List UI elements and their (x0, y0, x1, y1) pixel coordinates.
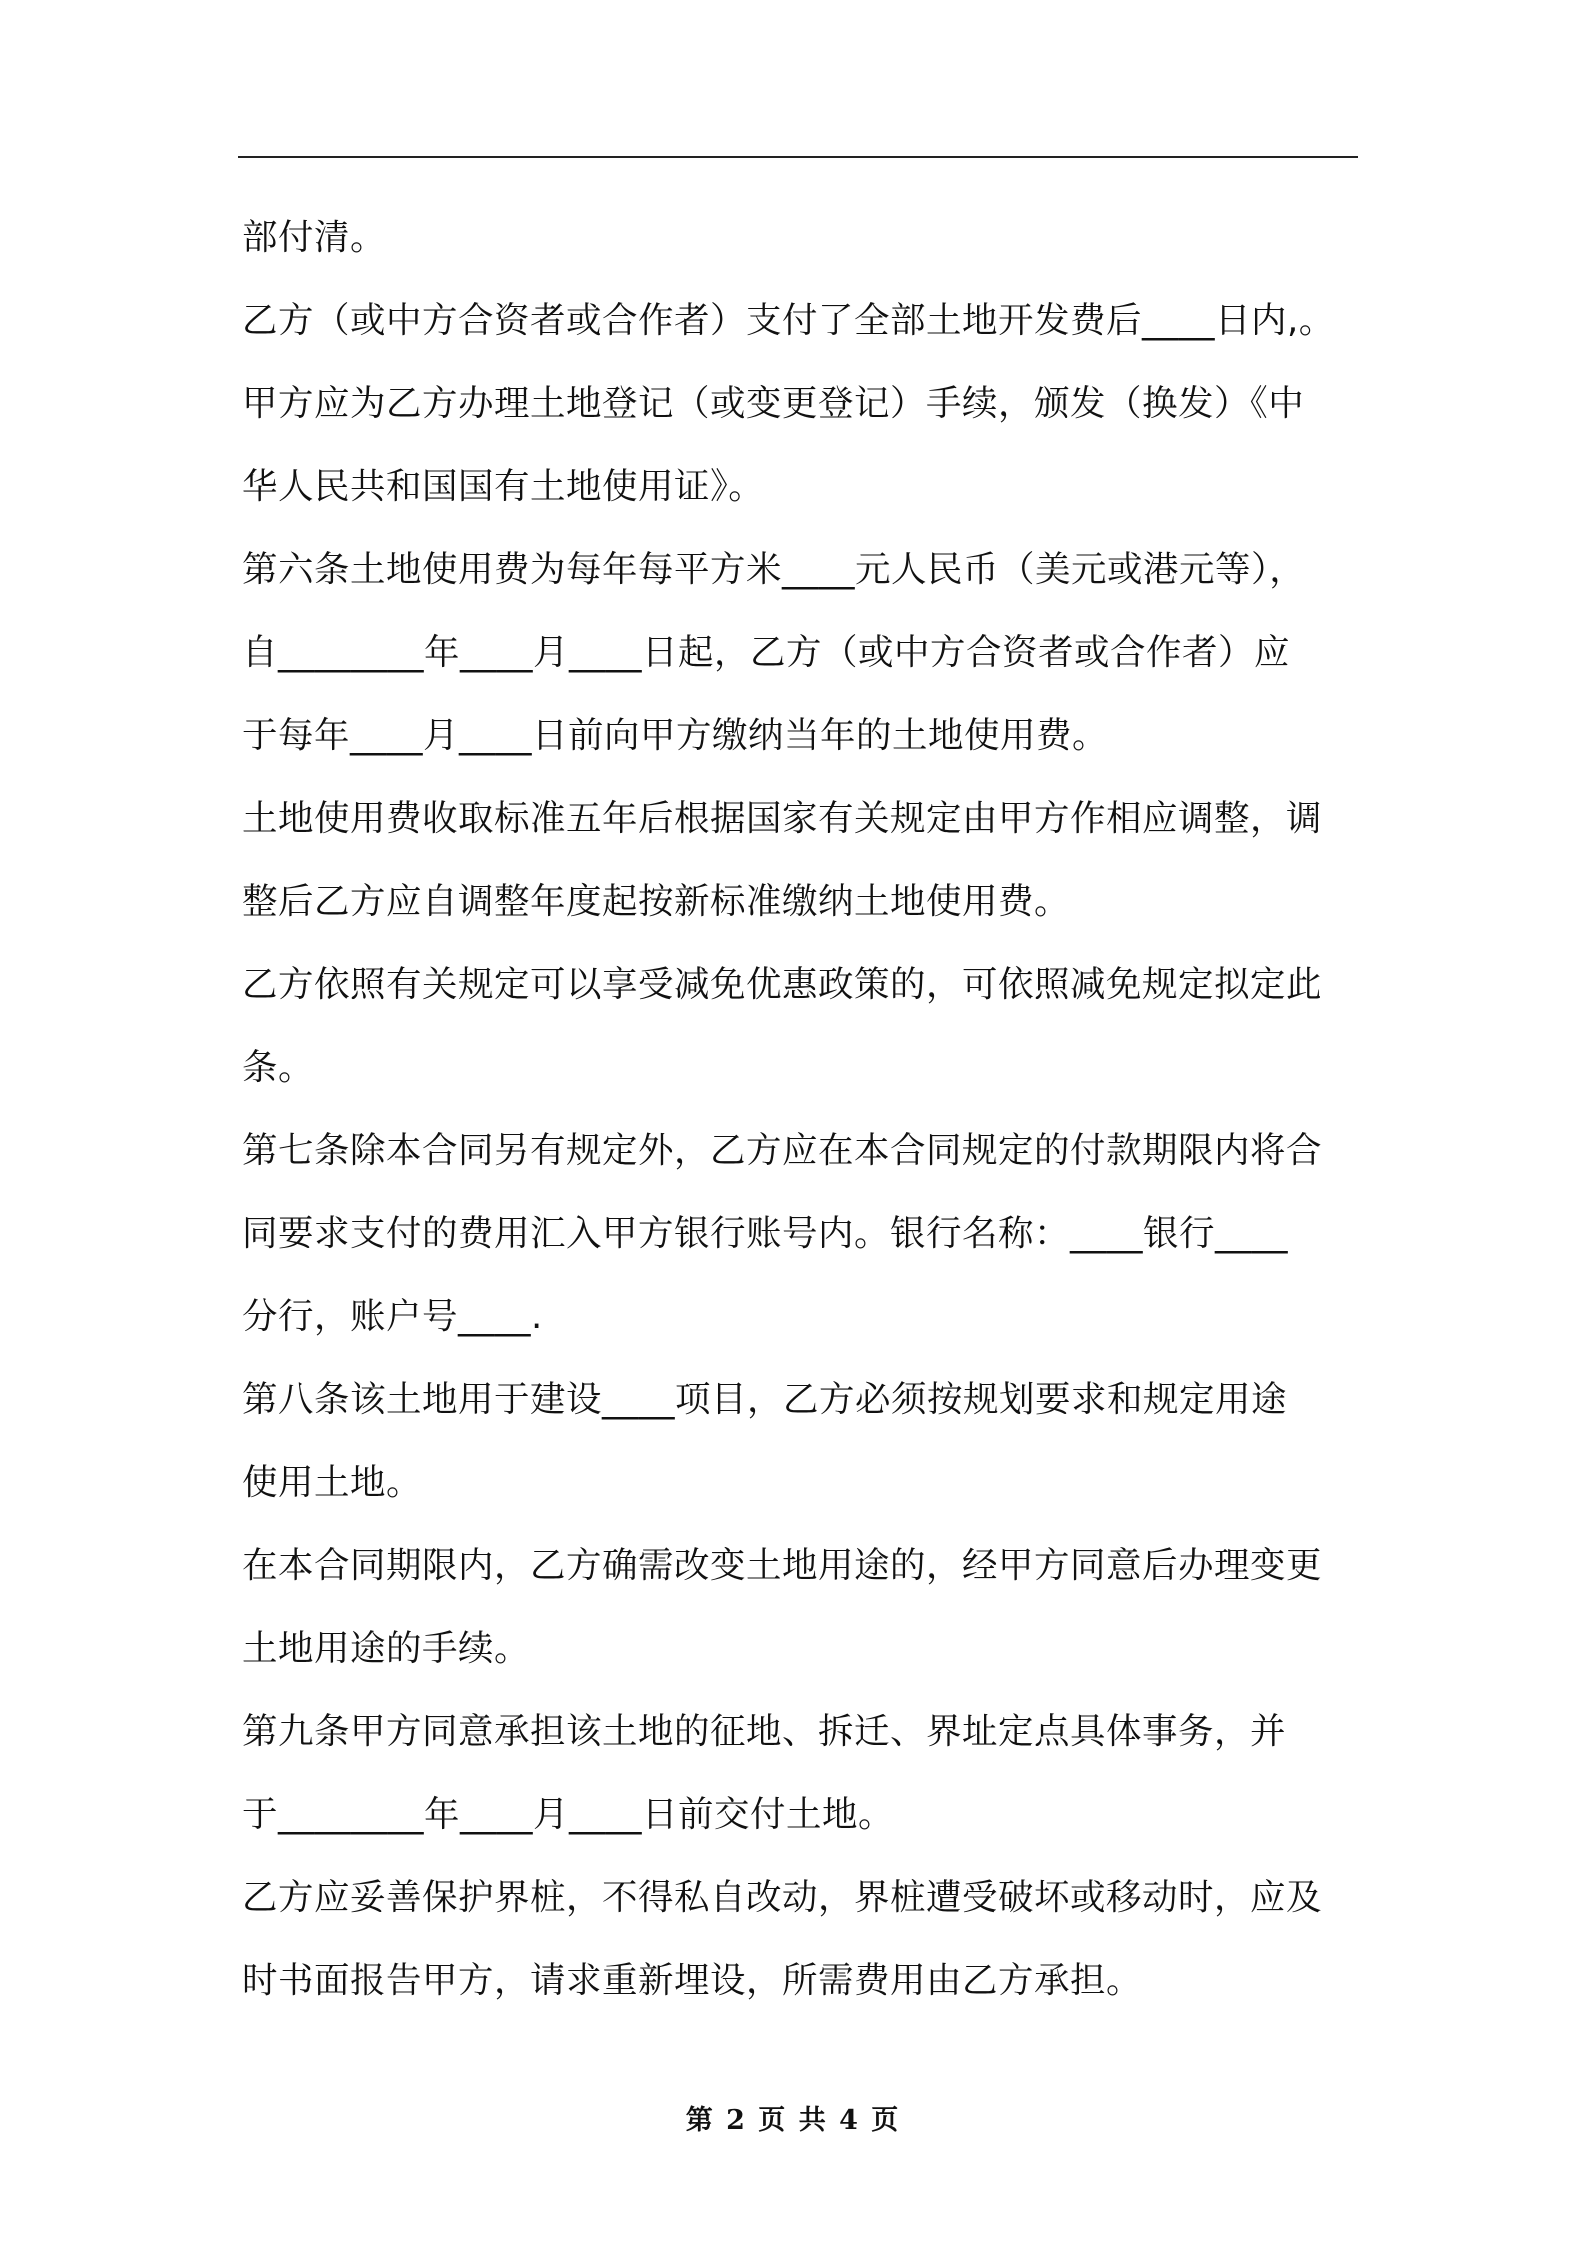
text-line: 华人民共和国国有土地使用证》。 (242, 466, 765, 507)
text-line: 乙方依照有关规定可以享受减免优惠政策的，可依照减免规定拟定此 (242, 964, 1323, 1005)
text-line: 第八条该土地用于建设____项目，乙方必须按规划要求和规定用途 (242, 1379, 1288, 1420)
text-line: 第七条除本合同另有规定外，乙方应在本合同规定的付款期限内将合 (242, 1130, 1323, 1171)
text-line: 分行，账户号____. (242, 1296, 543, 1337)
text-line: 第九条甲方同意承担该土地的征地、拆迁、界址定点具体事务，并 (242, 1711, 1287, 1752)
text-line: 乙方应妥善保护界桩，不得私自改动，界桩遭受破坏或移动时，应及 (242, 1877, 1323, 1918)
text-line: 乙方（或中方合资者或合作者）支付了全部土地开发费后____日内,。 (242, 300, 1335, 341)
text-line: 在本合同期限内，乙方确需改变土地用途的，经甲方同意后办理变更 (242, 1545, 1323, 1586)
text-line: 条。 (242, 1047, 315, 1088)
text-line: 土地使用费收取标准五年后根据国家有关规定由甲方作相应调整，调 (242, 798, 1323, 839)
text-line: 部付清。 (242, 217, 387, 258)
text-line: 同要求支付的费用汇入甲方银行账号内。银行名称：____银行____ (242, 1213, 1289, 1254)
text-line: 甲方应为乙方办理土地登记（或变更登记）手续，颁发（换发）《中 (242, 383, 1305, 424)
text-line: 于每年____月____日前向甲方缴纳当年的土地使用费。 (242, 715, 1109, 756)
header-rule (238, 156, 1358, 158)
text-line: 于________年____月____日前交付土地。 (242, 1794, 895, 1835)
text-line: 自________年____月____日起，乙方（或中方合资者或合作者）应 (242, 632, 1291, 673)
text-line: 使用土地。 (242, 1462, 423, 1503)
text-line: 第六条土地使用费为每年每平方米____元人民币（美元或港元等）， (242, 549, 1306, 590)
text-line: 时书面报告甲方，请求重新埋设，所需费用由乙方承担。 (242, 1960, 1143, 2001)
text-line: 整后乙方应自调整年度起按新标准缴纳土地使用费。 (242, 881, 1071, 922)
page-number: 第 2 页 共 4 页 (685, 2105, 901, 2136)
text-line: 土地用途的手续。 (242, 1628, 531, 1669)
document-body (242, 196, 1358, 2022)
